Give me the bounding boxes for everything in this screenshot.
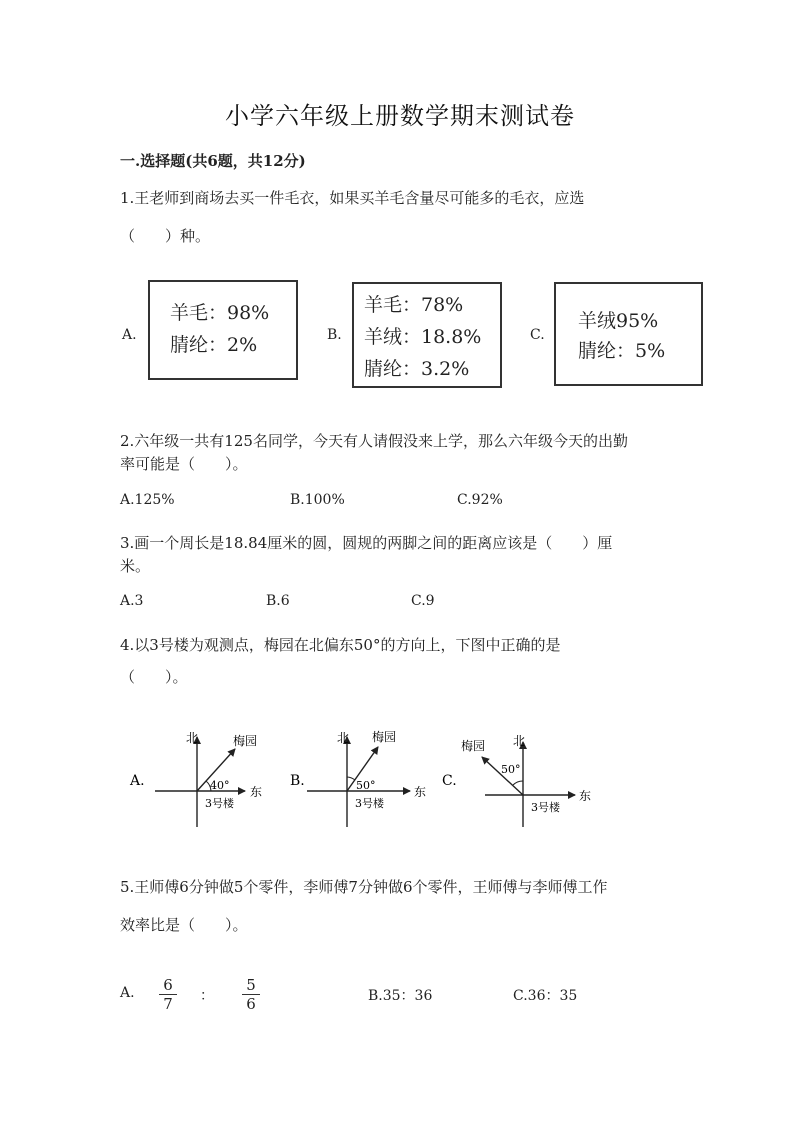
q4-diagram-b-east-label: 东 <box>414 785 427 799</box>
q2-option-c: C.92% <box>457 492 503 508</box>
q5-option-a-label: A. <box>120 985 135 1001</box>
q4-diagram-c-angle-label: 50° <box>501 763 521 776</box>
q4-diagram-b-origin-label: 3号楼 <box>355 797 384 810</box>
question-4-text-line1: 4.以3号楼为观测点，梅园在北偏东50°的方向上，下图中正确的是 <box>120 636 561 654</box>
q1-option-a-line2: 腈纶：2% <box>170 334 258 356</box>
question-5-text-line1: 5.王师傅6分钟做5个零件，李师傅7分钟做6个零件，王师傅与李师傅工作 <box>120 878 608 896</box>
q3-option-b: B.6 <box>266 593 290 609</box>
question-3-text-line1: 3.画一个周长是18.84厘米的圆，圆规的两脚之间的距离应该是（ ）厘 <box>120 534 613 552</box>
q4-diagram-a-angle-label: 40° <box>210 779 230 792</box>
q1-option-c-line1: 羊绒95% <box>578 310 659 332</box>
q4-diagram-c-angle-arc <box>513 781 523 785</box>
question-4-text-line2: （ ）。 <box>120 668 188 686</box>
q1-option-b-line2: 羊绒：18.8% <box>364 326 482 348</box>
q4-diagram-c-origin-label: 3号楼 <box>531 801 560 814</box>
q4-diagram-c-place-label: 梅园 <box>461 739 486 753</box>
q1-option-a-line1: 羊毛：98% <box>170 302 270 324</box>
q5-option-a-fraction-2 <box>242 976 260 1013</box>
q5-option-a-numerator-2: 5 <box>242 976 260 995</box>
q4-diagram-a-label: A. <box>130 773 145 789</box>
q4-diagram-a-origin-label: 3号楼 <box>205 797 234 810</box>
page-title: 小学六年级上册数学期末测试卷 <box>225 102 575 130</box>
q2-option-a: A.125% <box>120 492 175 508</box>
q5-option-b: B.35：36 <box>368 988 433 1004</box>
q1-option-b-line1: 羊毛：78% <box>364 294 464 316</box>
q5-option-a-denominator-1: 7 <box>163 995 173 1013</box>
question-1-text-line2: （ ）种。 <box>120 227 211 245</box>
q5-option-a-separator: ： <box>200 988 214 1004</box>
q5-option-c: C.36：35 <box>513 988 578 1004</box>
q4-diagram-a <box>129 731 262 827</box>
q1-option-b-label: B. <box>327 327 342 343</box>
q3-option-c: C.9 <box>411 593 435 609</box>
question-3-text-line2: 米。 <box>120 557 151 575</box>
q4-diagram-b-label: B. <box>290 773 305 789</box>
q4-diagram-a-north-label: 北 <box>186 731 199 745</box>
question-1-text-line1: 1.王老师到商场去买一件毛衣，如果买羊毛含量尽可能多的毛衣，应选 <box>120 189 585 207</box>
section-heading: 一.选择题(共6题，共12分) <box>120 152 306 170</box>
q4-diagram-c-north-label: 北 <box>513 734 526 748</box>
question-5-text-line2: 效率比是（ ）。 <box>120 916 248 934</box>
q4-diagram-c-east-label: 东 <box>579 789 592 803</box>
q4-diagram-b <box>290 729 426 827</box>
q1-option-c-line2: 腈纶：5% <box>578 340 666 362</box>
q4-diagram-b-place-label: 梅园 <box>372 730 397 744</box>
q4-diagram-a-east-label: 东 <box>250 785 263 799</box>
question-2-text-line1: 2.六年级一共有125名同学，今天有人请假没来上学，那么六年级今天的出勤 <box>120 432 628 450</box>
q4-diagram-b-angle-label: 50° <box>356 779 376 792</box>
q4-diagram-a-place-label: 梅园 <box>233 734 258 748</box>
q4-diagram-b-angle-arc <box>347 777 355 780</box>
q5-option-a-denominator-2: 6 <box>246 995 256 1013</box>
q2-option-b: B.100% <box>290 492 345 508</box>
q5-option-a-numerator-1: 6 <box>159 976 177 995</box>
q5-option-a-fraction-1 <box>159 976 177 1013</box>
q1-option-c-label: C. <box>530 327 545 343</box>
q4-diagram-c <box>442 734 591 827</box>
q4-diagram-c-label: C. <box>442 773 457 789</box>
q3-option-a: A.3 <box>120 593 144 609</box>
q4-diagram-b-north-label: 北 <box>337 731 350 745</box>
q1-option-a-label: A. <box>122 327 137 343</box>
question-2-text-line2: 率可能是（ ）。 <box>120 455 248 473</box>
q1-option-b-line3: 腈纶：3.2% <box>364 358 470 380</box>
